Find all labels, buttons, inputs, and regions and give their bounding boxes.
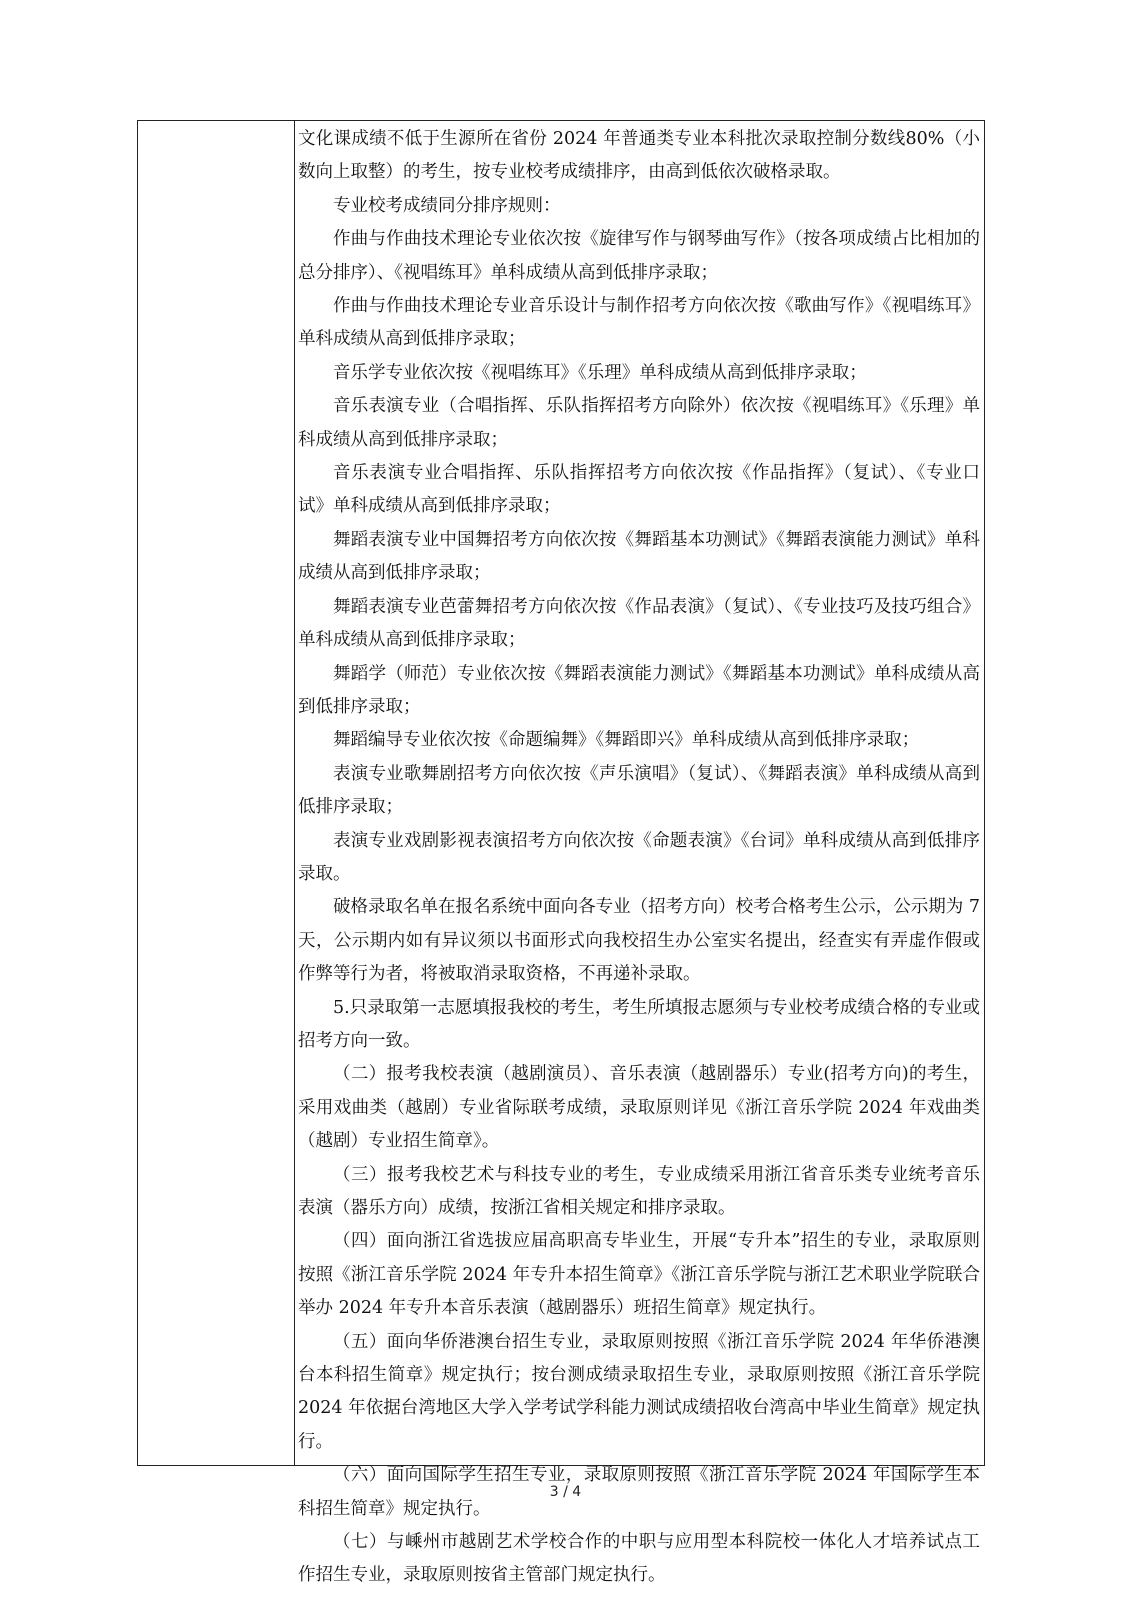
- page-number: 3 / 4: [549, 1484, 582, 1500]
- paragraph: 舞蹈表演专业芭蕾舞招考方向依次按《作品表演》（复试）、《专业技巧及技巧组合》单科成绩从高到低排序录取；: [298, 596, 980, 651]
- paragraph: （三）报考我校艺术与科技专业的考生，专业成绩采用浙江省音乐类专业统考音乐表演（器乐方向）成绩，按浙江省相关规定和排序录取。: [298, 1164, 980, 1218]
- paragraph: （六）面向国际学生招生专业，录取原则按照《浙江音乐学院 2024 年国际学生本科招生简章》规定执行。: [298, 1465, 980, 1519]
- paragraph: 作曲与作曲技术理论专业依次按《旋律写作与钢琴曲写作》（按各项成绩占比相加的总分排序）、《视唱练耳》单科成绩从高到低排序录取；: [298, 229, 980, 283]
- paragraph: （四）面向浙江省选拔应届高职高专毕业生，开展“专升本”招生的专业，录取原则按照《浙江音乐学院 2024 年专升本招生简章》《浙江音乐学院与浙江艺术职业学院联合举办 2024 年专升本音乐表演（越剧器乐）班招生简章》规定执行。: [298, 1231, 980, 1319]
- paragraph: 音乐表演专业合唱指挥、乐队指挥招考方向依次按《作品指挥》（复试）、《专业口试》单科成绩从高到低排序录取；: [298, 463, 980, 517]
- paragraph: 表演专业戏剧影视表演招考方向依次按《命题表演》《台词》单科成绩从高到低排序录取。: [298, 830, 980, 884]
- paragraph: 表演专业歌舞剧招考方向依次按《声乐演唱》（复试）、《舞蹈表演》单科成绩从高到低排序录取；: [298, 763, 980, 818]
- paragraph: 舞蹈表演专业中国舞招考方向依次按《舞蹈基本功测试》《舞蹈表演能力测试》单科成绩从高到低排序录取；: [298, 529, 980, 584]
- paragraph: （五）面向华侨港澳台招生专业，录取原则按照《浙江音乐学院 2024 年华侨港澳台本科招生简章》规定执行；按台测成绩录取招生专业，录取原则按照《浙江音乐学院 2024 年依据台湾地区大学入学考试学科能力测试成绩招收台湾高中毕业生简章》规定执行。: [298, 1331, 980, 1452]
- column-divider: [294, 121, 295, 1465]
- paragraph: 文化课成绩不低于生源所在省份 2024 年普通类专业本科批次录取控制分数线80%（小数向上取整）的考生，按专业校考成绩排序，由高到低依次破格录取。: [298, 129, 980, 183]
- paragraph: 音乐表演专业（合唱指挥、乐队指挥招考方向除外）依次按《视唱练耳》《乐理》单科成绩从高到低排序录取；: [298, 396, 980, 450]
- paragraph: 专业校考成绩同分排序规则：: [333, 195, 561, 216]
- paragraph: （七）与嵊州市越剧艺术学校合作的中职与应用型本科院校一体化人才培养试点工作招生专业，录取原则按省主管部门规定执行。: [298, 1532, 980, 1586]
- paragraph: （二）报考我校表演（越剧演员）、音乐表演（越剧器乐）专业(招考方向)的考生，采用戏曲类（越剧）专业省际联考成绩，录取原则详见《浙江音乐学院 2024 年戏曲类（越剧）专业招生简章》。: [298, 1064, 980, 1152]
- paragraph: 5.只录取第一志愿填报我校的考生，考生所填报志愿须与专业校考成绩合格的专业或招考方向一致。: [298, 997, 980, 1051]
- paragraph: 音乐学专业依次按《视唱练耳》《乐理》单科成绩从高到低排序录取；: [333, 362, 867, 383]
- paragraph: 作曲与作曲技术理论专业音乐设计与制作招考方向依次按《歌曲写作》《视唱练耳》单科成绩从高到低排序录取；: [298, 296, 980, 350]
- paragraph: 舞蹈学（师范）专业依次按《舞蹈表演能力测试》《舞蹈基本功测试》单科成绩从高到低排序录取；: [298, 663, 980, 717]
- content-cell: [298, 123, 980, 1593]
- paragraph: 破格录取名单在报名系统中面向各专业（招考方向）校考合格考生公示，公示期为 7 天，公示期内如有异议须以书面形式向我校招生办公室实名提出，经查实有弄虚作假或作弊等行为者，将被取消录取资格，不再递补录取。: [298, 897, 980, 985]
- paragraph: 舞蹈编导专业依次按《命题编舞》《舞蹈即兴》单科成绩从高到低排序录取；: [333, 730, 920, 751]
